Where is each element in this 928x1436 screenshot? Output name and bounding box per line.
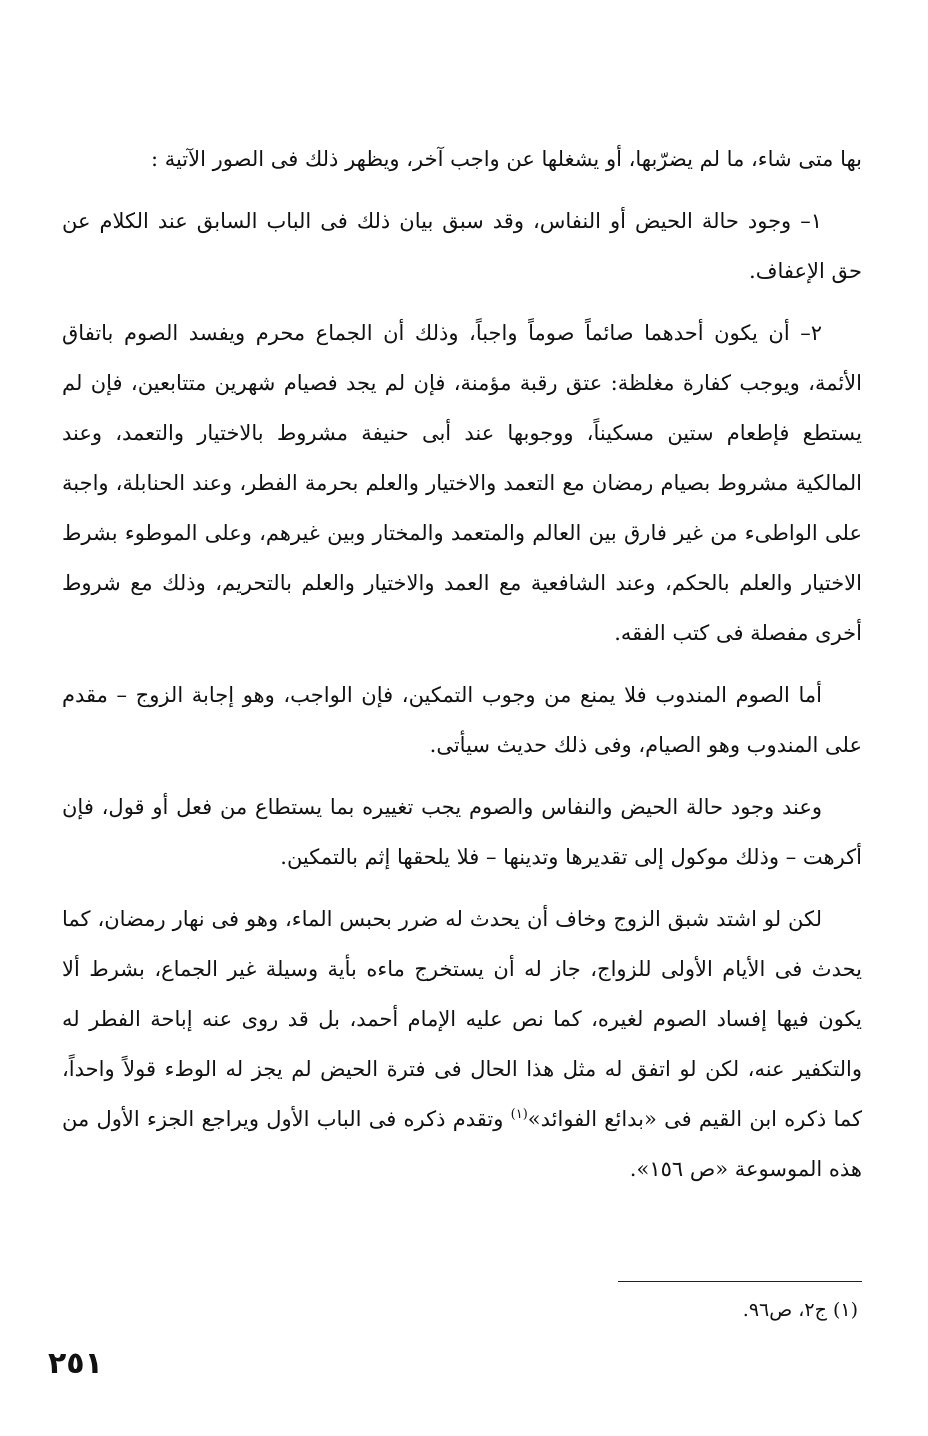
- page-number: ٢٥١: [48, 1346, 103, 1381]
- paragraph-ramadan-case: [62, 894, 862, 1194]
- paragraph-voluntary-fast: أما الصوم المندوب فلا يمنع من وجوب التمكين، فإن الواجب، وهو إجابة الزوج – مقدم على المندوب وهو الصيام، وفى ذلك حديث سيأتى.: [62, 683, 862, 757]
- paragraph-continuation: بها متى شاء، ما لم يضرّبها، أو يشغلها عن واجب آخر، ويظهر ذلك فى الصور الآتية :: [150, 147, 862, 171]
- paragraph-ramadan-tail: وتقدم ذكره فى الباب الأول ويراجع الجزء الأول من هذه الموسوعة «ص ١٥٦».: [62, 1107, 862, 1181]
- footnote-divider: [618, 1281, 862, 1282]
- body-text: [62, 134, 862, 1206]
- paragraph-item-2: ٢– أن يكون أحدهما صائماً صوماً واجباً، وذلك أن الجماع محرم ويفسد الصوم باتفاق الأئمة، ويوجب كفارة مغلظة: عتق رقبة مؤمنة، فإن لم يجد فصيام شهرين متتابعين، فإن لم يستطع فإطعام ستين مسكيناً، ووجوبها عند أبى حنيفة مشروط بالاختيار والتعمد، وعند المالكية مشروط بصيام رمضان مع التعمد والاختيار والعلم بحرمة الفطر، وعند الحنابلة، واجبة على الواطىء من غير فارق بين العالم والمتعمد والمختار وبين غيرهم، وعلى الموطوء بشرط الاختيار والعلم بالحكم، وعند الشافعية مع العمد والاختيار والعلم بالتحريم، وذلك مع شروط أخرى مفصلة فى كتب الفقه.: [62, 321, 862, 645]
- footnote-reference[interactable]: (١): [510, 1107, 528, 1122]
- paragraph-ramadan-text: لكن لو اشتد شبق الزوج وخاف أن يحدث له ضرر بحبس الماء، وهو فى نهار رمضان، كما يحدث فى الأيام الأولى للزواج، جاز له أن يستخرج ماءه بأية وسيلة غير الجماع، بشرط ألا يكون فيها إفساد الصوم لغيره، كما نص عليه الإمام أحمد، بل قد روى عنه إباحة الفطر له والتكفير عنه، لكن لو اتفق له مثل هذا الحال فى فترة الحيض لم يجز له الوطء قولاً واحداً، كما ذكره ابن القيم فى «بدائع الفوائد»: [62, 907, 862, 1131]
- paragraph-coercion: وعند وجود حالة الحيض والنفاس والصوم يجب تغييره بما يستطاع من فعل أو قول، فإن أكرهت – وذلك موكول إلى تقديرها وتدينها – فلا يلحقها إثم بالتمكين.: [62, 795, 862, 869]
- paragraph-item-1: ١– وجود حالة الحيض أو النفاس، وقد سبق بيان ذلك فى الباب السابق عند الكلام عن حق الإعفاف.: [62, 209, 862, 283]
- footnote: (١) ج٢، ص٩٦.: [742, 1299, 858, 1321]
